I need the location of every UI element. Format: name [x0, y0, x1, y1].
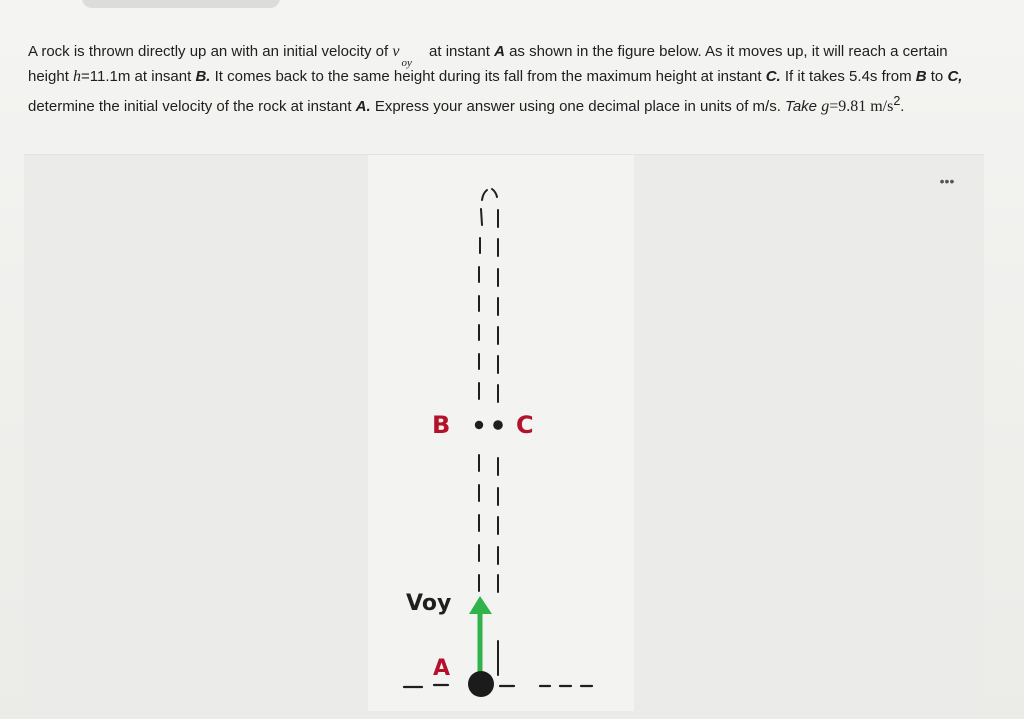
- top-tab: [82, 0, 280, 8]
- instant-a-label: A: [494, 43, 505, 60]
- figure-container: [24, 154, 984, 711]
- take-label: Take: [785, 98, 818, 115]
- question-part-7: to: [926, 68, 948, 85]
- velocity-symbol: v: [392, 43, 400, 60]
- instant-c-label: C.: [765, 68, 781, 85]
- question-part-8: determine the initial velocity of the rock at instant: [28, 98, 356, 115]
- instant-b-label: B.: [195, 68, 211, 85]
- gravity-symbol: g: [821, 98, 830, 115]
- question-paragraph: [28, 40, 990, 119]
- gravity-exponent: 2: [893, 94, 901, 108]
- top-arc-right: [492, 189, 497, 197]
- instant-b-label-2: B: [915, 68, 927, 85]
- top-arc: [482, 189, 497, 200]
- label-a: A: [433, 656, 451, 681]
- velocity-arrow-head: [469, 596, 492, 614]
- instant-a-label-2: A.: [355, 98, 371, 115]
- height-symbol: h: [73, 68, 82, 85]
- motion-figure: [24, 155, 984, 711]
- question-part-2: at instant: [424, 43, 495, 60]
- upward-dashed-path: [479, 209, 482, 591]
- question-part-1: A rock is thrown directly up an with an initial velocity of: [28, 43, 393, 60]
- height-value: =11.1m: [81, 68, 131, 85]
- instant-c-label-2: C,: [947, 68, 963, 85]
- gravity-value: =9.81 m/s: [829, 98, 894, 115]
- question-part-3: as shown in the figure below. As it moves up, it will reach a certain height: [28, 43, 948, 85]
- velocity-subscript: oy: [401, 57, 412, 69]
- question-end-period: .: [900, 98, 905, 115]
- upward-dash-1: [481, 209, 482, 225]
- point-c-dot: [493, 420, 503, 430]
- question-part-6: If it takes 5.4s from: [780, 68, 916, 85]
- more-options-button[interactable]: •••: [939, 173, 955, 189]
- question-part-9: Express your answer using one decimal place in units of m/s.: [370, 98, 786, 115]
- point-b-dot: [475, 421, 483, 429]
- rock-ball: [468, 671, 494, 697]
- label-b: B: [432, 411, 451, 439]
- label-c: C: [516, 411, 534, 439]
- question-part-4: at insant: [130, 68, 196, 85]
- top-arc-left: [482, 190, 487, 200]
- label-voy: Voy: [406, 591, 452, 616]
- question-part-5: It comes back to the same height during its fall from the maximum height at instant: [210, 68, 766, 85]
- question-text: [28, 40, 990, 119]
